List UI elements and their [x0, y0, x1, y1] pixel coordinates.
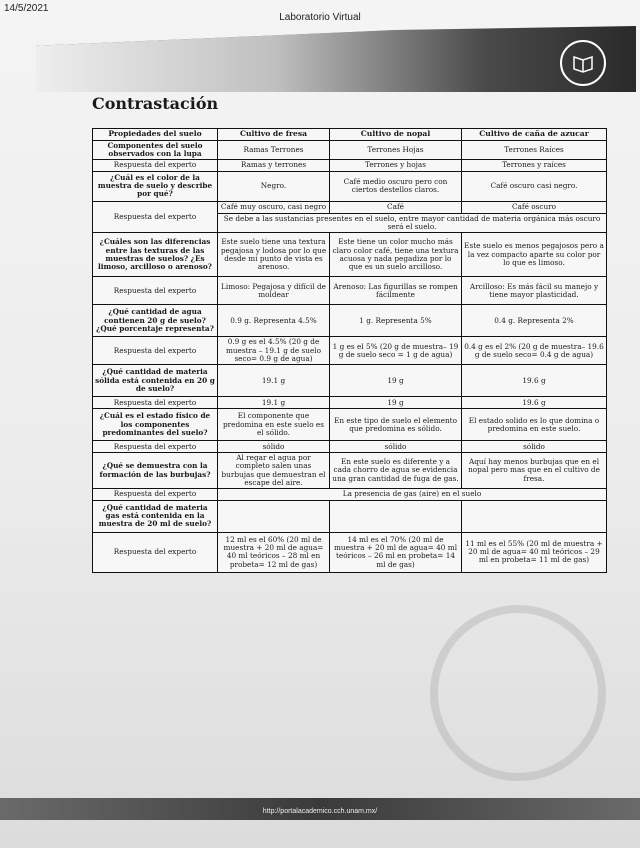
expert-note: Se debe a las sustancias presentes en el suelo, entre mayor cantidad de materia orgánica más oscuro será el suelo. [218, 213, 607, 232]
answer-nopal: 1 g. Representa 5% [330, 305, 462, 337]
expert-note: La presencia de gas (aire) en el suelo [218, 488, 607, 500]
col-header-nopal: Cultivo de nopal [330, 129, 462, 141]
contrast-table [92, 128, 607, 573]
expert-row [93, 397, 607, 409]
expert-nopal: Arenoso: Las figurillas se rompen fácilmente [330, 277, 462, 305]
answer-nopal: 19 g [330, 365, 462, 397]
unam-logo-icon [560, 40, 606, 86]
expert-label: Respuesta del experto [93, 488, 218, 500]
section-title: Contrastación [92, 94, 219, 113]
question-cell: Componentes del suelo observados con la lupa [93, 140, 218, 159]
print-title: Laboratorio Virtual [279, 12, 361, 23]
expert-nopal: 14 ml es el 70% (20 ml de muestra + 20 ml de agua= 40 ml teóricos – 26 ml en probeta= 14 ml de gas) [330, 532, 462, 572]
expert-row [93, 532, 607, 572]
answer-cana [462, 500, 607, 532]
expert-row [93, 277, 607, 305]
table-row [93, 365, 607, 397]
question-cell: ¿Qué cantidad de materia gas está contenida en la muestra de 20 ml de suelo? [93, 500, 218, 532]
answer-fresa: El componente que predomina en este suelo es el sólido. [218, 409, 330, 441]
col-header-fresa: Cultivo de fresa [218, 129, 330, 141]
expert-nopal: 1 g es el 5% (20 g de muestra– 19 g de suelo seco = 1 g de agua) [330, 337, 462, 365]
answer-nopal: Café medio oscuro pero con ciertos destellos claros. [330, 171, 462, 201]
table-row [93, 171, 607, 201]
answer-fresa: 19.1 g [218, 365, 330, 397]
expert-nopal: 19 g [330, 397, 462, 409]
expert-cana: sólido [462, 441, 607, 453]
table-row [93, 233, 607, 277]
question-cell: ¿Cuál es el color de la muestra de suelo y describe por qué? [93, 171, 218, 201]
answer-nopal: Este tiene un color mucho más claro color café, tiene una textura acuosa y nada pegadiza por lo que es un suelo arcilloso. [330, 233, 462, 277]
expert-fresa: Ramas y terrones [218, 159, 330, 171]
expert-cana: 0.4 g es el 2% (20 g de muestra– 19.6 g de suelo seco= 0.4 g de agua) [462, 337, 607, 365]
footer-url: http://portalacademico.cch.unam.mx/ [262, 808, 378, 815]
answer-fresa: Ramas Terrones [218, 140, 330, 159]
expert-fresa: 12 ml es el 60% (20 ml de muestra + 20 ml de agua= 40 ml teóricos – 28 ml en probeta= 12 ml de gas) [218, 532, 330, 572]
answer-cana: Terrones Raíces [462, 140, 607, 159]
answer-nopal: En este suelo es diferente y a cada chorro de agua se evidencia una gran cantidad de fuga de gas. [330, 453, 462, 489]
expert-nopal: Café [330, 201, 462, 213]
expert-fresa: Café muy oscuro, casi negro [218, 201, 330, 213]
expert-label: Respuesta del experto [93, 277, 218, 305]
expert-cana: Café oscuro [462, 201, 607, 213]
answer-cana: Café oscuro casi negro. [462, 171, 607, 201]
col-header-cana: Cultivo de caña de azucar [462, 129, 607, 141]
table-header-row [93, 129, 607, 141]
answer-nopal: Terrones Hojas [330, 140, 462, 159]
answer-cana: Este suelo es menos pegajosos pero a la vez compacto aparte su color por lo que es limoso. [462, 233, 607, 277]
question-cell: ¿Cuáles son las diferencias entre las texturas de las muestras de suelos? ¿Es limoso, arcilloso o arenoso? [93, 233, 218, 277]
table-row [93, 453, 607, 489]
table-row [93, 305, 607, 337]
seal-watermark [430, 605, 606, 781]
expert-cana: 19.6 g [462, 397, 607, 409]
expert-label: Respuesta del experto [93, 397, 218, 409]
expert-label: Respuesta del experto [93, 201, 218, 232]
expert-label: Respuesta del experto [93, 337, 218, 365]
expert-label: Respuesta del experto [93, 532, 218, 572]
expert-fresa: 0.9 g es el 4.5% (20 g de muestra – 19.1 g de suelo seco= 0.9 g de agua) [218, 337, 330, 365]
expert-cana: Arcilloso: Es más fácil su manejo y tiene mayor plasticidad. [462, 277, 607, 305]
table-row [93, 500, 607, 532]
expert-fresa: 19.1 g [218, 397, 330, 409]
expert-row [93, 337, 607, 365]
answer-cana: El estado solido es lo que domina o predomina en este suelo. [462, 409, 607, 441]
table-row [93, 140, 607, 159]
expert-nopal: sólido [330, 441, 462, 453]
expert-label: Respuesta del experto [93, 441, 218, 453]
table-row [93, 409, 607, 441]
expert-row [93, 159, 607, 171]
expert-row [93, 441, 607, 453]
answer-cana: Aquí hay menos burbujas que en el nopal pero mas que en el cultivo de fresa. [462, 453, 607, 489]
answer-fresa: Negro. [218, 171, 330, 201]
answer-fresa: 0.9 g. Representa 4.5% [218, 305, 330, 337]
expert-fresa: Limoso: Pegajosa y difícil de moldear [218, 277, 330, 305]
answer-nopal: En este tipo de suelo el elemento que predomina es sólido. [330, 409, 462, 441]
question-cell: ¿Qué cantidad de materia sólida está contenida en 20 g de suelo? [93, 365, 218, 397]
print-date: 14/5/2021 [4, 3, 49, 14]
question-cell: ¿Cuál es el estado físico de los componentes predominantes del suelo? [93, 409, 218, 441]
answer-fresa: Este suelo tiene una textura pegajosa y lodosa por lo que desde mi punto de vista es arenoso. [218, 233, 330, 277]
answer-cana: 0.4 g. Representa 2% [462, 305, 607, 337]
question-cell: ¿Qué se demuestra con la formación de las burbujas? [93, 453, 218, 489]
expert-fresa: sólido [218, 441, 330, 453]
expert-row [93, 201, 607, 213]
expert-row [93, 488, 607, 500]
answer-nopal [330, 500, 462, 532]
expert-cana: 11 ml es el 55% (20 ml de muestra + 20 ml de agua= 40 ml teóricos – 29 ml en probeta= 11 ml de gas) [462, 532, 607, 572]
answer-cana: 19.6 g [462, 365, 607, 397]
question-cell: ¿Qué cantidad de agua contienen 20 g de suelo? ¿Qué porcentaje representa? [93, 305, 218, 337]
book-icon [571, 51, 595, 75]
expert-label: Respuesta del experto [93, 159, 218, 171]
expert-nopal: Terrones y hojas [330, 159, 462, 171]
expert-cana: Terrones y raíces [462, 159, 607, 171]
answer-fresa: Al regar el agua por completo salen unas burbujas que demuestran el escape del aire. [218, 453, 330, 489]
col-header-properties: Propiedades del suelo [93, 129, 218, 141]
answer-fresa [218, 500, 330, 532]
